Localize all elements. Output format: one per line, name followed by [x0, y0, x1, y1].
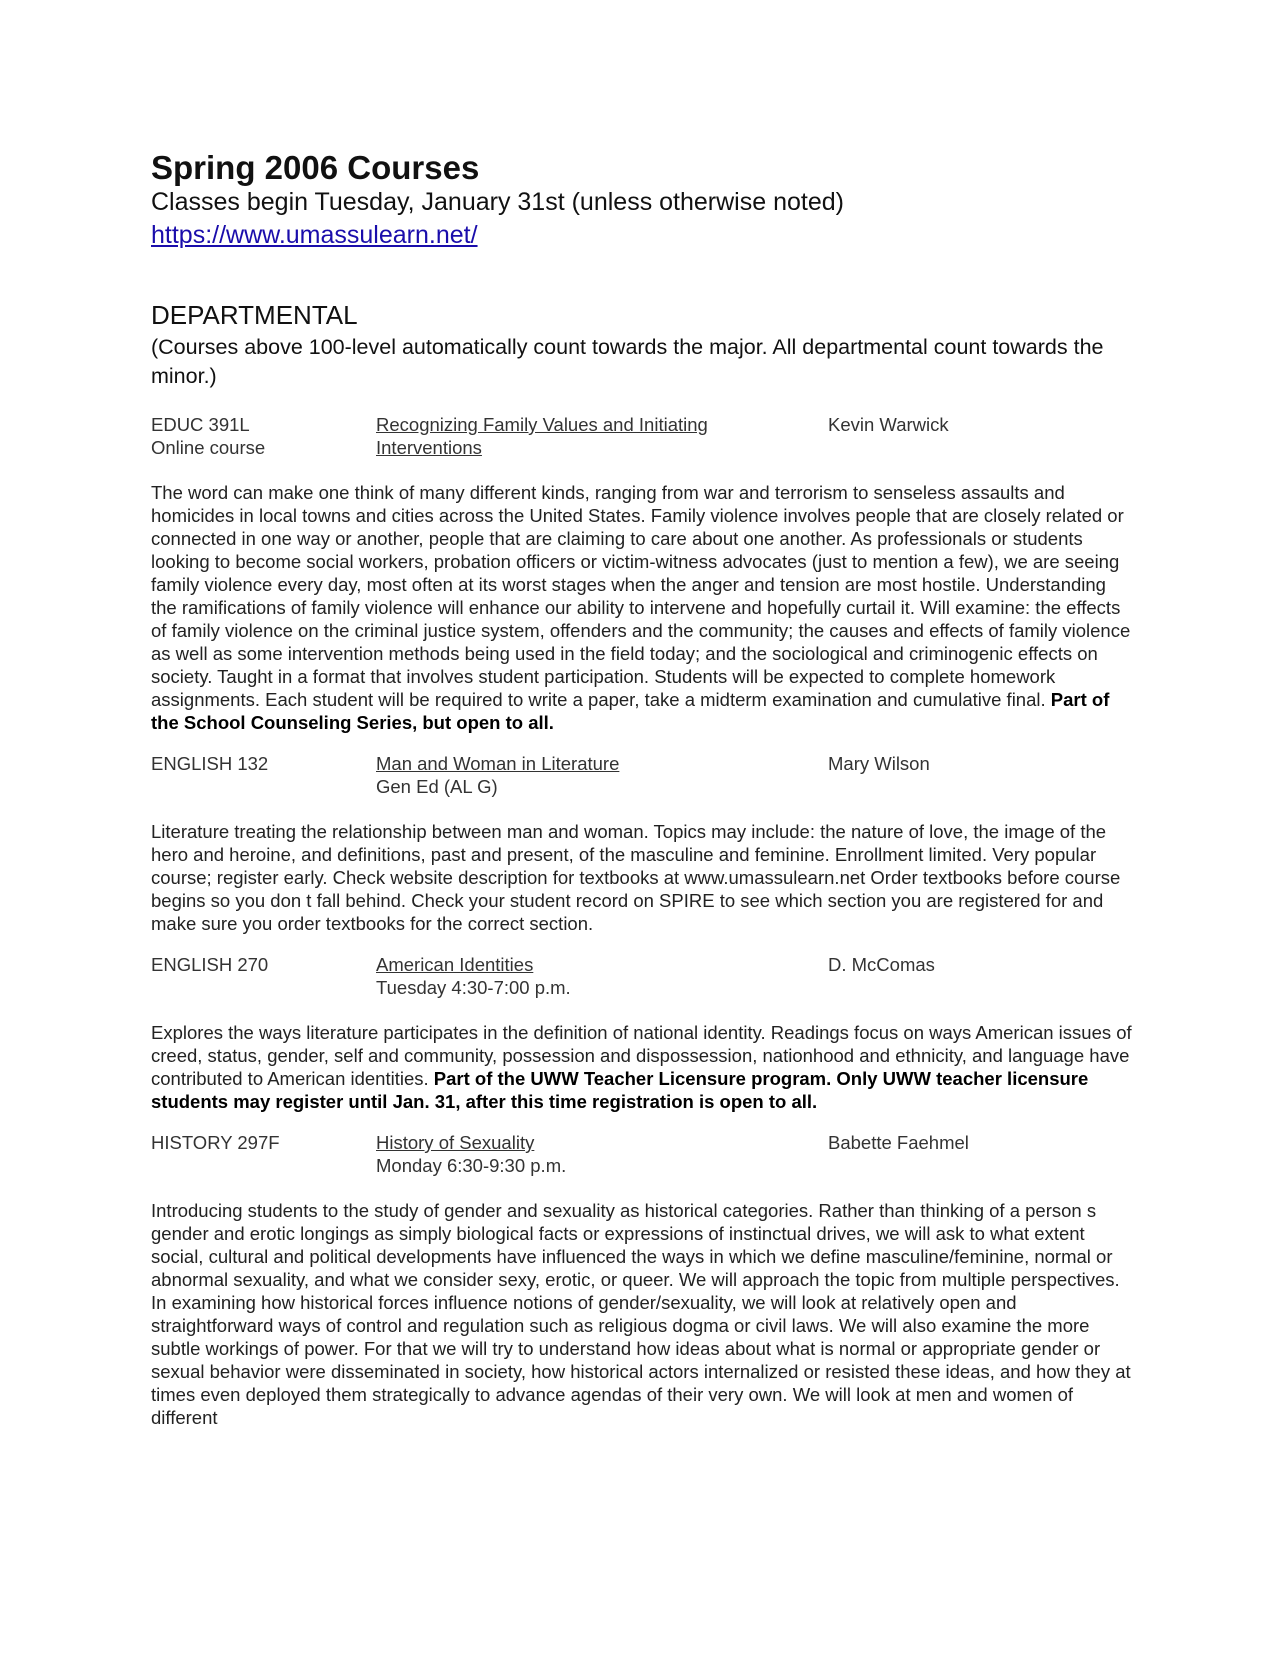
course-description-text: The word can make one think of many different kinds, ranging from war and terrorism to senseless assaults and homicides in local towns and cities across the United States. Family violence involves people that are closely related or connected in one way or another, people that are claiming to care about one another. As professionals or students looking to become social workers, probation officers or victim-witness advocates (just to mention a few), we are seeing family violence every day, most often at its worst stages when the anger and tension are most hostile. Understanding the ramifications of family violence will enhance our ability to intervene and hopefully curtail it. Will examine: the effects of family violence on the criminal justice system, offenders and the community; the causes and effects of family violence as well as some intervention methods being used in the field today; and the sociological and criminogenic effects on society. Taught in a format that involves student participation. Students will be expected to complete homework assignments. Each student will be required to write a paper, take a midterm examination and cumulative final.	[151, 482, 1131, 711]
course-instructor: Kevin Warwick	[828, 414, 949, 436]
course-description	[151, 481, 1136, 734]
course-description-text: Explores the ways literature participates in the definition of national identity. Readings focus on ways American issues of creed, status, gender, self and community, possession and dispossession, nationhood and ethnicity, and language have contributed to American identities.	[151, 1022, 1132, 1090]
page-subtitle: Classes begin Tuesday, January 31st (unless otherwise noted)	[151, 188, 844, 217]
course-format: Online course	[151, 437, 266, 459]
course-code: EDUC 391L	[151, 414, 250, 436]
course-title: Recognizing Family Values and Initiating	[376, 414, 708, 436]
course-note: Part of the School Counseling Series, but open to all.	[151, 689, 1110, 734]
course-code: ENGLISH 270	[151, 954, 269, 976]
page-title: Spring 2006 Courses	[151, 149, 480, 186]
course-code: HISTORY 297F	[151, 1132, 280, 1154]
course-code-cell	[151, 413, 376, 459]
course-code: ENGLISH 132	[151, 753, 269, 775]
course-description	[151, 1199, 1136, 1429]
course-instructor: Babette Faehmel	[828, 1132, 969, 1154]
course-title-cell	[376, 1131, 828, 1177]
course-description	[151, 820, 1136, 935]
course-detail: Tuesday 4:30-7:00 p.m.	[376, 977, 571, 999]
course-description	[151, 1021, 1136, 1113]
course-description-text: Introducing students to the study of gender and sexuality as historical categories. Rather than thinking of a person s gender and erotic longings as simply biological facts or expressions of instinctual drives, we will ask to what extent social, cultural and political developments have influenced the ways in which we define masculine/feminine, normal or abnormal sexuality, and what we consider sexy, erotic, or queer. We will approach the topic from multiple perspectives. In examining how historical forces influence notions of gender/sexuality, we will look at relatively open and straightforward ways of control and regulation such as religious dogma or civil laws. We will also examine the more subtle workings of power. For that we will try to understand how ideas about what is normal or appropriate gender or sexual behavior were disseminated in society, how historical actors internalized or resisted these ideas, and how they at times even deployed them strategically to advance agendas of their very own. We will look at men and women of different	[151, 1200, 1131, 1429]
section-note: (Courses above 100-level automatically count towards the major. All departmental count towards the minor.)	[151, 335, 1104, 389]
course-title-cell	[376, 953, 828, 999]
course-instructor: D. McComas	[828, 954, 935, 976]
course-title: History of Sexuality	[376, 1132, 535, 1154]
course-note: Part of the UWW Teacher Licensure program. Only UWW teacher licensure students may register until Jan. 31, after this time registration is open to all.	[151, 1068, 1089, 1113]
document-page	[151, 150, 1136, 1429]
course-description-text: Literature treating the relationship between man and woman. Topics may include: the nature of love, the image of the hero and heroine, and definitions, past and present, of the masculine and feminine. Enrollment limited. Very popular course; register early. Check website description for textbooks at www.umassulearn.net Order textbooks before course begins so you don t fall behind. Check your student record on SPIRE to see which section you are registered for and make sure you order textbooks for the correct section.	[151, 821, 1121, 935]
course-title-cell	[376, 413, 828, 459]
course-detail: Gen Ed (AL G)	[376, 776, 498, 798]
course-instructor: Mary Wilson	[828, 753, 930, 775]
website-link[interactable]: https://www.umassulearn.net/	[151, 220, 478, 249]
section-heading: DEPARTMENTAL	[151, 300, 358, 331]
course-title: American Identities	[376, 954, 534, 976]
course-header	[151, 413, 1136, 459]
course-header	[151, 953, 1136, 999]
course-title-continued: Interventions	[376, 437, 482, 459]
course-title-cell	[376, 752, 828, 798]
course-title: Man and Woman in Literature	[376, 753, 620, 775]
course-header	[151, 752, 1136, 798]
course-header	[151, 1131, 1136, 1177]
course-detail: Monday 6:30-9:30 p.m.	[376, 1155, 567, 1177]
